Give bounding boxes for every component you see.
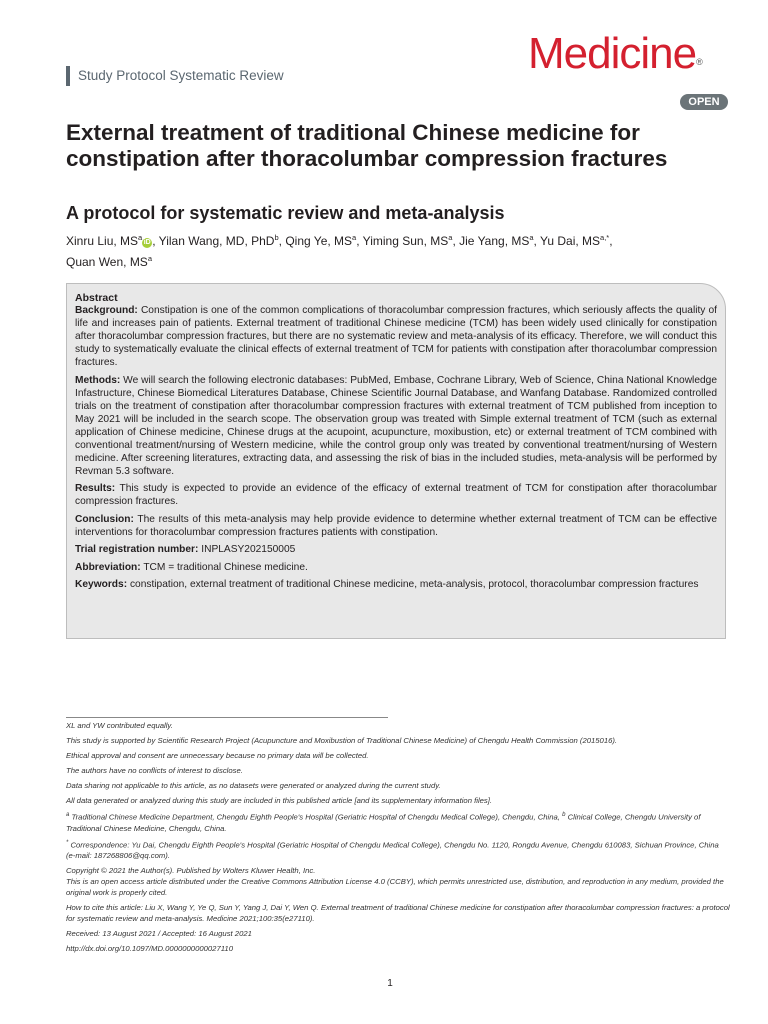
footnote-divider — [66, 717, 388, 718]
author-name[interactable]: Yilan Wang, MD, PhD — [158, 234, 275, 248]
author-affiliation: a,* — [600, 233, 610, 242]
page-number: 1 — [387, 978, 393, 989]
footnote-correspondence — [66, 838, 730, 862]
author-name[interactable]: Jie Yang, MS — [459, 234, 530, 248]
methods-text: We will search the following electronic databases: PubMed, Embase, Cochrane Library, Web of Science, China National Knowledge Infastructure, Chinese Biomedical Literatures Database, Chinese Scientific Journal Database, and Wanfang Database. Randomized controlled trials on the treatment of constipation after thoracolumbar compression fractures with external treatment of TCM published from inception to May 2021 will be included in the search scope. The observation group was treated with Simple external treatment of TCM (such as external application of Chinese medicine, Chinese drugs at the acupoint, acupuncture, moxibustion, etc) or external treatment of TCM combined with conventional treatment/nursing of Western medicine, while the control group only was treated by conventional treatment/nursing of Western medicine. After screening literatures, extracting data, and assessing the risk of bias in the included studies, meta-analysis will be performed by Revman 5.3 software. — [75, 374, 717, 477]
keywords-label: Keywords: — [75, 579, 128, 590]
orcid-icon[interactable]: iD — [143, 239, 151, 246]
trial-number: INPLASY202150005 — [201, 544, 296, 555]
footnote-data-included: All data generated or analyzed during this study are included in this published article [and its supplementary information files]. — [66, 796, 493, 805]
affiliation-b-mark: b — [562, 812, 566, 818]
footnote-ethics: Ethical approval and consent are unnecessary because no primary data will be collected. — [66, 751, 369, 760]
footnotes — [66, 720, 730, 958]
footnote-affiliations — [66, 810, 730, 834]
abbreviation-text: TCM = traditional Chinese medicine. — [143, 561, 308, 573]
abstract-conclusion — [75, 513, 717, 539]
article-type-label: Study Protocol Systematic Review — [66, 66, 284, 86]
footnote-equal-contribution: XL and YW contributed equally. — [66, 721, 173, 730]
abstract-background — [75, 304, 717, 369]
abstract-results — [75, 482, 717, 508]
author-name[interactable]: Yiming Sun, MS — [362, 234, 449, 248]
results-label: Results: — [75, 483, 116, 494]
footnote-copyright: Copyright © 2021 the Author(s). Published by Wolters Kluwer Health, Inc. — [66, 866, 316, 876]
methods-label: Methods: — [75, 374, 121, 386]
journal-logo-text: Medicine — [528, 29, 697, 78]
footnote-funding: This study is supported by Scientific Research Project (Acupuncture and Moxibustion of Traditional Chinese Medicine) of Chengdu Health Commission (2015016). — [66, 736, 618, 745]
results-text: This study is expected to provide an evidence of the efficacy of external treatment of TCM for constipation after thoracolumbar compression fractures. — [75, 483, 717, 507]
abstract-trial-registration — [75, 543, 717, 556]
open-access-badge: OPEN — [680, 94, 728, 110]
trial-label: Trial registration number: — [75, 544, 199, 555]
abstract-box — [66, 283, 726, 639]
author-affiliation: a — [147, 254, 152, 263]
abstract-methods — [75, 374, 717, 478]
footnote-conflicts: The authors have no conflicts of interest to disclose. — [66, 766, 243, 775]
footnote-dates: Received: 13 August 2021 / Accepted: 16 August 2021 — [66, 929, 252, 939]
abbreviation-label: Abbreviation: — [75, 561, 141, 573]
footnote-doi[interactable]: http://dx.doi.org/10.1097/MD.0000000000027110 — [66, 944, 233, 954]
author-affiliation: a — [138, 233, 143, 242]
author-name[interactable]: Xinru Liu, MS — [66, 234, 139, 248]
footnote-data-sharing: Data sharing not applicable to this article, as no datasets were generated or analyzed during the current study. — [66, 781, 441, 790]
author-separator: , — [278, 234, 286, 248]
author-separator: , — [452, 234, 460, 248]
conclusion-label: Conclusion: — [75, 513, 134, 525]
author-name[interactable]: Quan Wen, MS — [66, 255, 148, 269]
affiliation-a-mark: a — [66, 812, 70, 818]
article-title: External treatment of traditional Chinese medicine for constipation after thoracolumbar compression fractures — [66, 120, 668, 171]
abstract-heading: Abstract — [75, 292, 118, 304]
article-subtitle: A protocol for systematic review and meta-analysis — [66, 203, 505, 223]
correspondence-text: Correspondence: Yu Dai, Chengdu Eighth People's Hospital (Geriatric Hospital of Chengdu Medical College), Chengdu No. 1120, Rongdu Avenue, Chengdu 610083, Sichuan Province, China (e-mail: 187268806@qq.com). — [66, 840, 719, 861]
abstract-keywords — [75, 578, 717, 591]
author-list — [66, 229, 726, 271]
author-affiliation: b — [274, 233, 279, 242]
registered-mark: ® — [696, 57, 703, 67]
affiliation-b: Clinical College, Chengdu University of Traditional Chinese Medicine, Chengdu, China. — [66, 812, 701, 833]
conclusion-text: The results of this meta-analysis may help provide evidence to determine whether external treatment of TCM can be effective interventions for thoracolumbar compression fractures patients with constipation. — [75, 513, 717, 538]
footnote-license: This is an open access article distributed under the Creative Commons Attribution License 4.0 (CCBY), which permits unrestricted use, distribution, and reproduction in any medium, provided the original work is properly cited. — [66, 877, 724, 898]
author-separator: , — [609, 234, 613, 248]
author-name[interactable]: Qing Ye, MS — [285, 234, 353, 248]
author-separator: , — [533, 234, 540, 248]
author-affiliation: a — [352, 233, 357, 242]
affiliation-a: Traditional Chinese Medicine Department, Chengdu Eighth People's Hospital (Geriatric Hospital of Chengdu Medical College), Chengdu, China, — [69, 812, 563, 822]
keywords-text: constipation, external treatment of traditional Chinese medicine, meta-analysis, protocol, thoracolumbar compression fractures — [129, 579, 699, 590]
correspondence-mark: * — [66, 839, 69, 846]
footnote-citation: How to cite this article: Liu X, Wang Y, Ye Q, Sun Y, Yang J, Dai Y, Wen Q. External treatment of traditional Chinese medicine for constipation after thoracolumbar compression fractures: a protocol for systematic review and meta-analysis. Medicine 2021;100:35(e27110). — [66, 903, 730, 924]
abstract-abbreviation — [75, 561, 717, 574]
author-affiliation: a — [529, 233, 534, 242]
author-name[interactable]: Yu Dai, MS — [540, 234, 601, 248]
author-affiliation: a — [448, 233, 453, 242]
background-label: Background: — [75, 305, 138, 316]
journal-logo — [528, 30, 703, 78]
author-separator: , — [152, 234, 159, 248]
author-separator: , — [356, 234, 363, 248]
background-text: Constipation is one of the common complications of thoracolumbar compression fractures, which seriously affects the quality of life and increases pain of patients. External treatment of traditional Chinese medicine (TCM) has been widely used clinically for constipation after thoracolumbar compression fractures, but there are no systematic review and meta-analysis of its efficacy. Therefore, we will conduct this study to systematically evaluate the clinical effects of external treatment of TCM for patients with constipation after thoracolumbar compression fractures. — [75, 305, 717, 368]
